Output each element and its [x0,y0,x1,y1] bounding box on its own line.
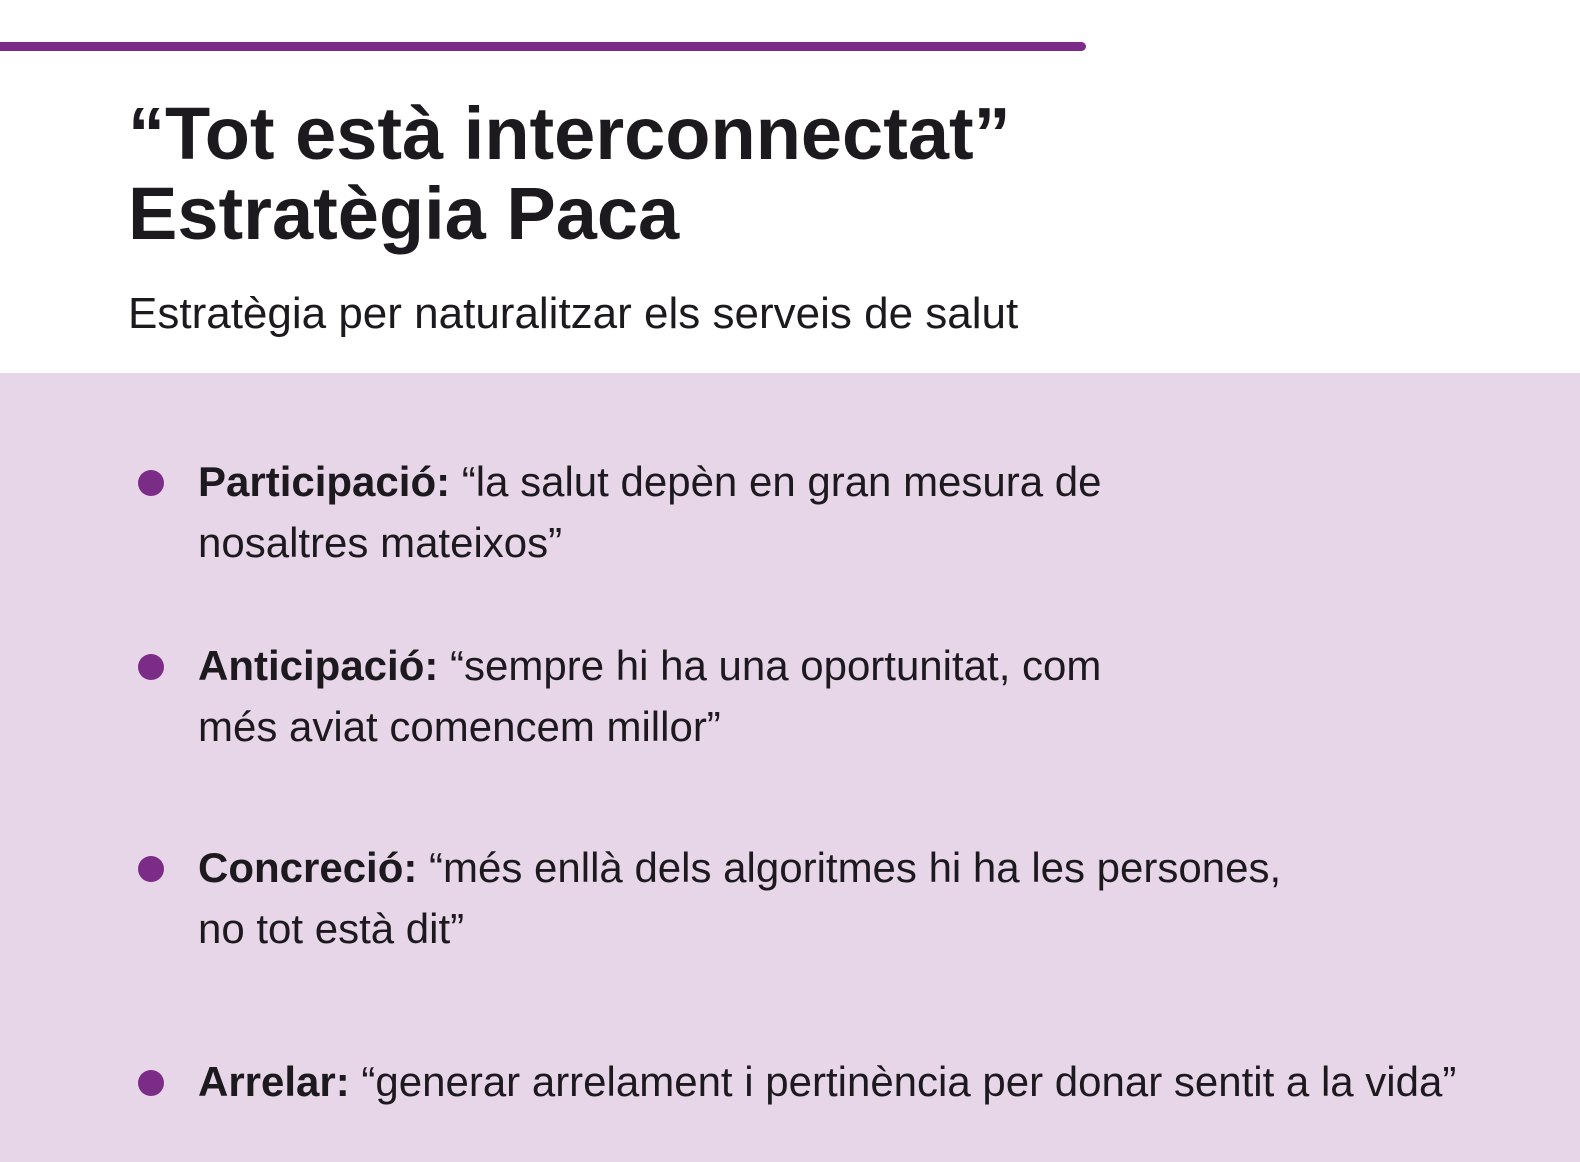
list-item-line-2: no tot està dit” [198,905,465,952]
bullet-icon [138,856,164,882]
accent-bar [0,42,1086,51]
list-item-term: Anticipació: [198,642,439,689]
list-item-quote: “més enllà dels algoritmes hi ha les persones, [429,844,1282,891]
list-item-line-2: més aviat comencem millor” [198,703,721,750]
list-item-quote: “la salut depèn en gran mesura de [461,458,1102,505]
page-title [128,94,1011,254]
bullet-icon [138,654,164,680]
page-subtitle: Estratègia per naturalitzar els serveis de salut [128,289,1019,338]
list-item-term: Participació: [198,458,451,505]
principles-panel [0,373,1580,1162]
bullet-icon [138,470,164,496]
bullet-icon [138,1070,164,1096]
list-item-text [198,635,1101,757]
list-item-quote: “sempre hi ha una oportunitat, com [450,642,1102,689]
list-item-line-1 [198,1051,1456,1112]
title-line-1: “Tot està interconnectat” [128,92,1011,175]
list-item-term: Arrelar: [198,1058,350,1105]
list-item-line-1 [198,837,1281,898]
list-item-text [198,837,1281,959]
list-item-term: Concreció: [198,844,418,891]
list-item-line-1 [198,451,1102,512]
list-item-line-1 [198,635,1101,696]
title-line-2: Estratègia Paca [128,172,680,255]
list-item-quote: “generar arrelament i pertinència per donar sentit a la vida” [361,1058,1457,1105]
list-item-line-2: nosaltres mateixos” [198,519,563,566]
list-item-text [198,451,1102,573]
list-item-text [198,1051,1456,1112]
